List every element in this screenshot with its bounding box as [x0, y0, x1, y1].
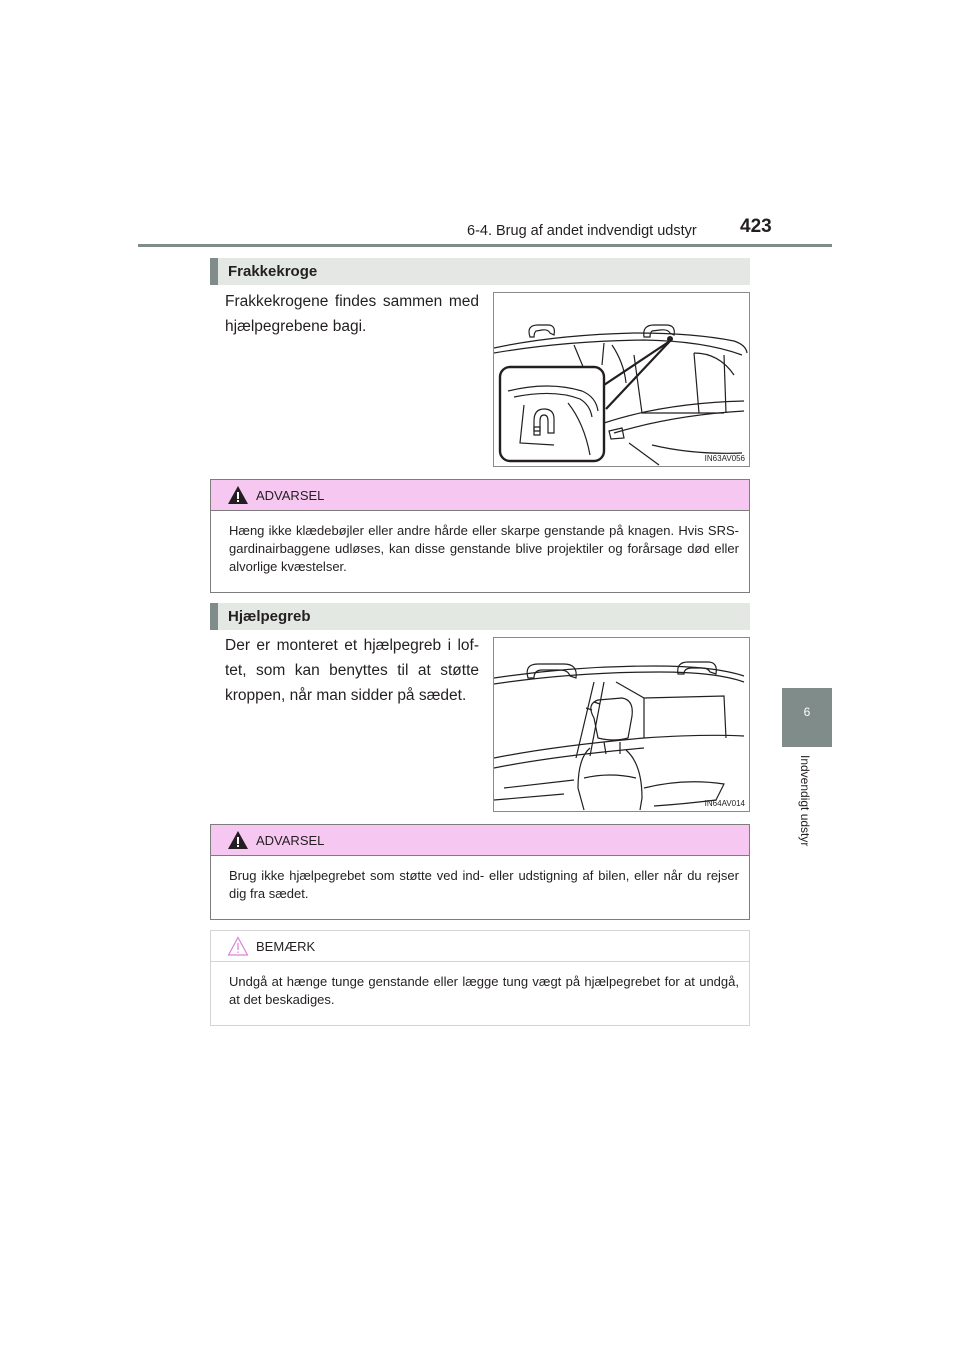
section-heading-frakkekroge	[210, 258, 750, 285]
caution-box-assist-grip	[210, 930, 750, 1026]
section-body-frakkekroge: Frakkekrogene findes sammen med hjælpegrebene bagi.	[225, 293, 479, 335]
warning-label: ADVARSEL	[256, 833, 325, 848]
caution-label: BEMÆRK	[256, 939, 316, 954]
chapter-number: 6	[803, 705, 811, 719]
caution-text: Undgå at hænge tunge genstande eller lægge tung vægt på hjælpegrebet for at undgå, at det beskadiges.	[229, 974, 739, 1007]
header-rule	[138, 244, 832, 247]
page-header-title: 6-4. Brug af andet indvendigt udstyr	[467, 223, 697, 239]
warning-box-coat-hook	[210, 479, 750, 593]
warning-text: Hæng ikke klædebøjler eller andre hårde eller skarpe genstande på knagen. Hvis SRS-gardinairbaggene udløses, kan disse genstande blive projektiler og forårsage død eller alvorlige kvæstelser.	[229, 523, 739, 574]
caution-box-header	[211, 931, 749, 961]
warning-icon	[227, 830, 249, 850]
warning-divider	[211, 510, 749, 511]
caution-divider	[211, 961, 749, 962]
warning-divider	[211, 855, 749, 856]
figure-code: IN64AV014	[704, 799, 745, 808]
chapter-label	[790, 755, 820, 875]
warning-label: ADVARSEL	[256, 488, 325, 503]
caution-icon	[227, 936, 249, 956]
figure-code: IN63AV056	[704, 454, 745, 463]
section-heading-text: Hjælpegreb	[228, 608, 311, 625]
warning-icon	[227, 485, 249, 505]
page-number: 423	[740, 216, 772, 237]
assist-grip-illustration	[493, 637, 750, 812]
coat-hook-illustration	[493, 292, 750, 467]
section-body-hjaelpegreb: Der er monteret et hjælpegreb i lof-tet, som kan benyttes til at støtte kroppen, når man sidder på sædet.	[225, 637, 479, 704]
warning-box-assist-grip	[210, 824, 750, 920]
chapter-label-text: Indvendigt udstyr	[798, 755, 812, 847]
section-heading-text: Frakkekroge	[228, 263, 318, 280]
warning-text: Brug ikke hjælpegrebet som støtte ved ind- eller udstigning af bilen, eller når du rejser dig fra sædet.	[229, 868, 739, 901]
warning-box-header	[211, 825, 749, 855]
assist-grip-drawing	[494, 638, 749, 811]
warning-box-header	[211, 480, 749, 510]
section-heading-hjaelpegreb	[210, 603, 750, 630]
coat-hook-drawing	[494, 293, 749, 466]
